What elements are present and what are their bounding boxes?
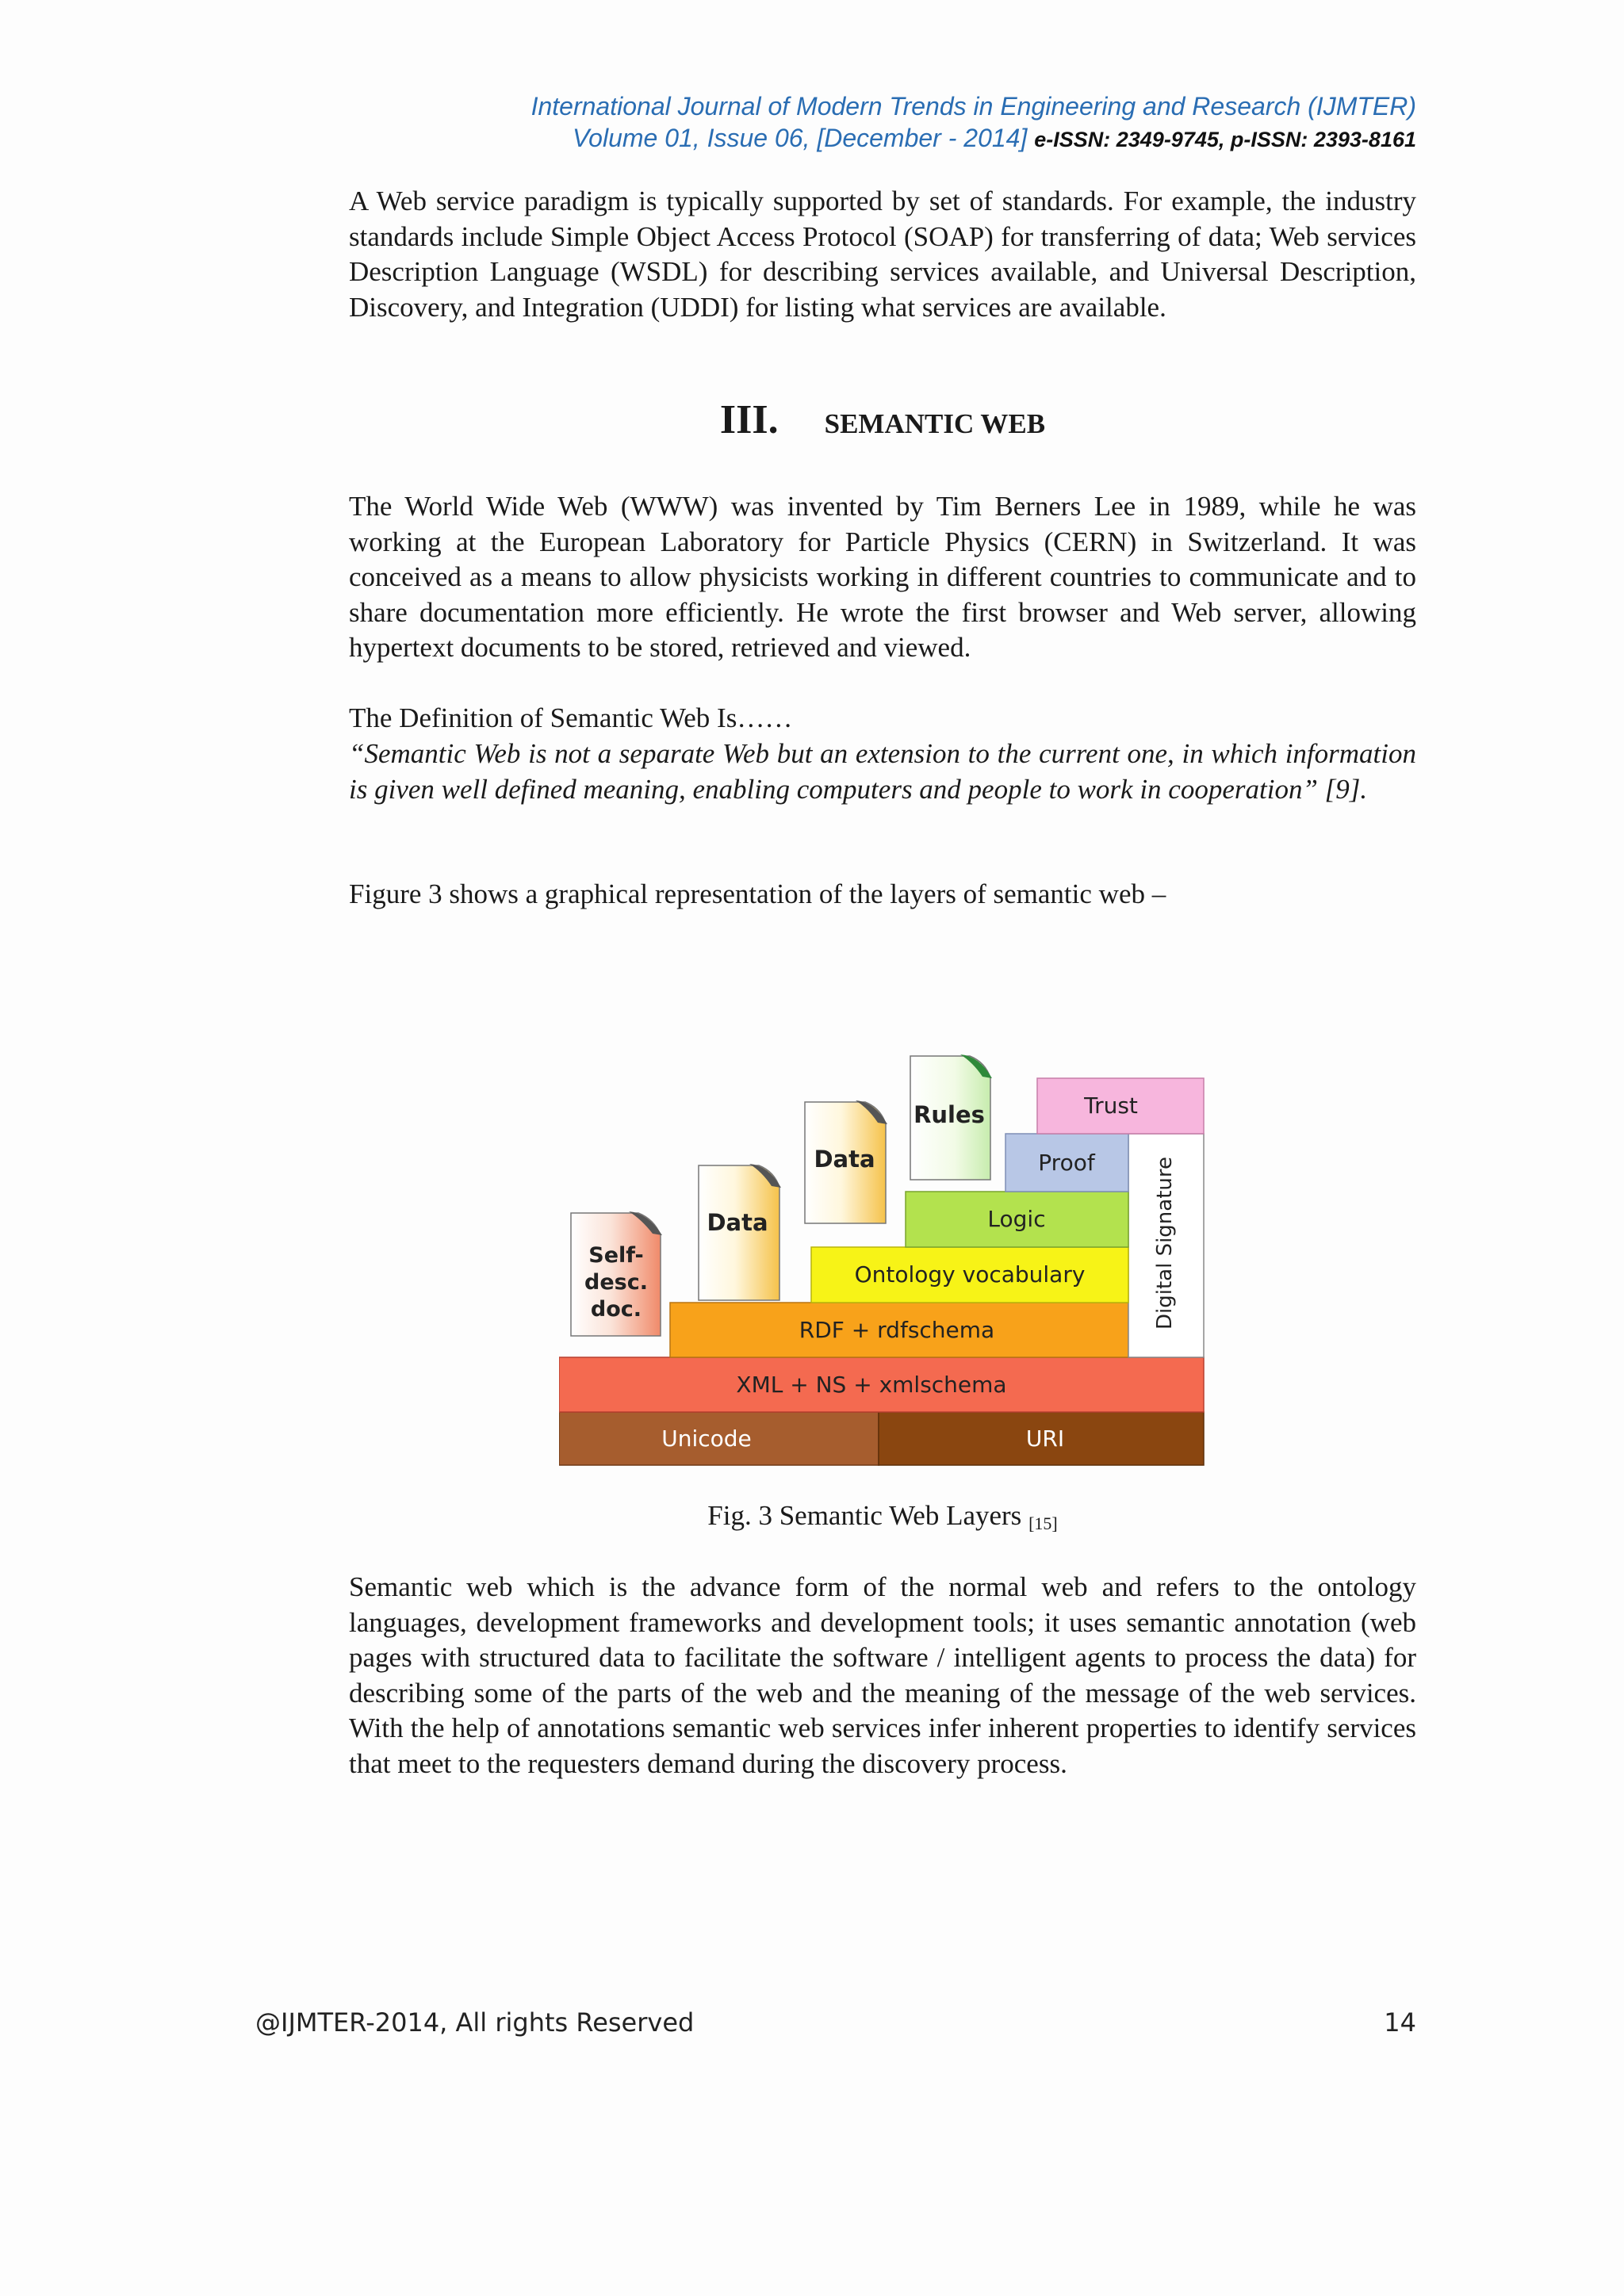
layer-unicode-label: Unicode (661, 1425, 752, 1452)
layer-xml-label: XML + NS + xmlschema (736, 1372, 1007, 1398)
paragraph-www-history: The World Wide Web (WWW) was invented by Tim Berners Lee in 1989, while he was working at the European Laboratory for Particle Physics (CERN) in Switzerland. It was conceived as a means to allow physicists working in different countries to communicate and to share documentation more efficiently. He wrote the first browser and Web server, allowing hypertext documents to be stored, retrieved and viewed. (349, 491, 1416, 663)
section-number: III. (719, 397, 779, 442)
journal-title: International Journal of Modern Trends in Engineering and Research (IJMTER) (530, 92, 1416, 121)
self-desc-doc-icon (571, 1211, 662, 1336)
self-desc-label-1: Self- (588, 1243, 644, 1268)
figure-caption (349, 1500, 1416, 1534)
definition-intro: The Definition of Semantic Web Is…… (349, 702, 793, 733)
layer-proof-label: Proof (1038, 1150, 1095, 1176)
paragraph-semantic-web-services: Semantic web which is the advance form of the normal web and refers to the ontology languages, development frameworks and development tools; it uses semantic annotation (web pages with structured data to facilitate the software / intelligent agents to process the data) for describing some of the parts of the web and the meaning of the message of the web services. With the help of annotations semantic web services infer inherent properties to identify services that meet to the requesters demand during the discovery process. (349, 1571, 1416, 1779)
figure-intro: Figure 3 shows a graphical representation of the layers of semantic web – (349, 878, 1166, 909)
journal-header (349, 90, 1416, 155)
layer-logic-label: Logic (987, 1206, 1046, 1232)
caption-text: Fig. 3 Semantic Web Layers (707, 1500, 1022, 1531)
layer-ontology-label: Ontology vocabulary (854, 1261, 1086, 1288)
definition-quote: “Semantic Web is not a separate Web but an extension to the current one, in which information is given well defined meaning, enabling computers and people to work in cooperation” [9]. (349, 738, 1416, 805)
data-doc-label: Data (707, 1209, 768, 1236)
page-footer (255, 2007, 1416, 2038)
page-number: 14 (1384, 2007, 1416, 2038)
volume-issue: Volume 01, Issue 06, [December - 2014] (573, 124, 1028, 152)
issn-numbers: e-ISSN: 2349-9745, p-ISSN: 2393-8161 (1034, 128, 1416, 151)
rules-doc-label: Rules (914, 1101, 985, 1128)
layer-rdf-label: RDF + rdfschema (799, 1317, 995, 1343)
layer-trust-label: Trust (1084, 1093, 1138, 1119)
section-heading (349, 396, 1416, 443)
journal-volume (349, 122, 1416, 155)
section-title: SEMANTIC WEB (824, 408, 1046, 439)
copyright-notice: @IJMTER-2014, All rights Reserved (255, 2007, 695, 2038)
semantic-web-layers-figure (559, 1054, 1209, 1467)
self-desc-label-2: desc. (584, 1270, 648, 1295)
data-doc-label: Data (814, 1146, 875, 1173)
data-doc-icon (805, 1100, 887, 1223)
data-doc-icon (699, 1164, 781, 1300)
layer-uri-label: URI (1025, 1425, 1065, 1452)
paragraph-web-service-standards: A Web service paradigm is typically supported by set of standards. For example, the industry standards include Simple Object Access Protocol (SOAP) for transferring of data; Web services Description Language (WSDL) for describing services available, and Universal Description, Discovery, and Integration (UDDI) for listing what services are available. (349, 186, 1416, 323)
caption-reference: [15] (1028, 1513, 1058, 1533)
rules-doc-icon (910, 1054, 992, 1180)
self-desc-label-3: doc. (590, 1297, 642, 1322)
layer-digital-signature-label: Digital Signature (1153, 1156, 1177, 1330)
